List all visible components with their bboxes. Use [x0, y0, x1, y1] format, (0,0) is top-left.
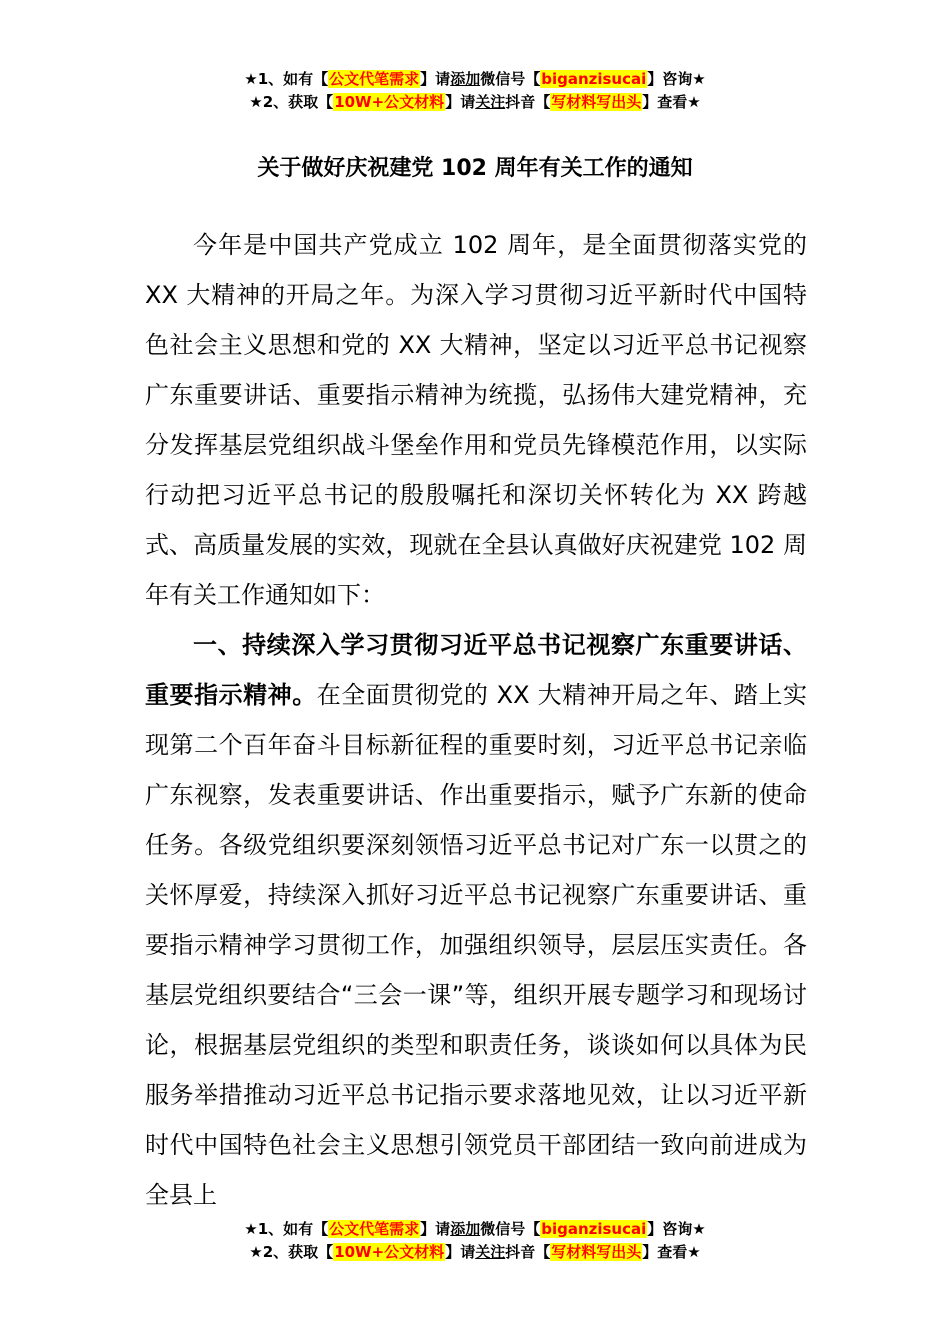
banner-line-2-mid2: 抖音【: [505, 93, 551, 111]
footer-banner-line-2: [0, 1241, 950, 1264]
footer-line-2-highlight-materials: 10W+公文材料: [334, 1243, 445, 1261]
footer-line-1-mid2: 微信号【: [480, 1220, 541, 1238]
banner-line-1-highlight-service: 公文代笔需求: [329, 70, 420, 88]
document-title: 关于做好庆祝建党 102 周年有关工作的通知: [257, 156, 693, 181]
banner-line-1-mid2: 微信号【: [480, 70, 541, 88]
footer-line-2-mid2: 抖音【: [505, 1243, 551, 1261]
footer-banner-line-1: [0, 1218, 950, 1241]
footer-line-2-underline: 关注: [475, 1243, 506, 1261]
footer-line-2-suffix: 】查看★: [642, 1243, 701, 1261]
banner-line-2-mid: 】请: [445, 93, 476, 111]
banner-line-1-suffix: 】咨询★: [647, 70, 706, 88]
banner-line-1-underline: 添加: [450, 70, 481, 88]
banner-line-2-suffix: 】查看★: [642, 93, 701, 111]
footer-line-1-prefix: ★1、如有【: [244, 1220, 329, 1238]
footer-line-2-prefix: ★2、获取【: [249, 1243, 334, 1261]
intro-paragraph: 今年是中国共产党成立 102 周年，是全面贯彻落实党的 XX 大精神的开局之年。为深入学习贯彻习近平新时代中国特色社会主义思想和党的 XX 大精神，坚定以习近平总书记视察广东重要讲话、重要指示精神为统揽，弘扬伟大建党精神，充分发挥基层党组织战斗堡垒作用和党员先锋模范作用，以实际行动把习近平总书记的殷殷嘱托和深切关怀转化为 XX 跨越式、高质量发展的实效，现就在全县认真做好庆祝建党 102 周年有关工作通知如下：: [145, 231, 807, 609]
banner-line-2-prefix: ★2、获取【: [249, 93, 334, 111]
section-1-text: 在全面贯彻党的 XX 大精神开局之年、踏上实现第二个百年奋斗目标新征程的重要时刻，习近平总书记亲临广东视察，发表重要讲话、作出重要指示，赋予广东新的使命任务。各级党组织要深刻领悟习近平总书记对广东一以贯之的关怀厚爱，持续深入抓好习近平总书记视察广东重要讲话、重要指示精神学习贯彻工作，加强组织领导，层层压实责任。各基层党组织要结合“三会一课”等，组织开展专题学习和现场讨论，根据基层党组织的类型和职责任务，谈谈如何以具体为民服务举措推动习近平总书记指示要求落地见效，让以习近平新时代中国特色社会主义思想引领党员干部团结一致向前进成为全县上: [145, 681, 808, 1209]
section-1-paragraph: [145, 620, 807, 1220]
document-body: [145, 220, 807, 1220]
footer-line-1-highlight-service: 公文代笔需求: [329, 1220, 420, 1238]
footer-line-2-mid: 】请: [445, 1243, 476, 1261]
footer-line-1-underline: 添加: [450, 1220, 481, 1238]
section-1-heading: 一、持续深入学习贯彻习近平总书记视察广东重要讲话、重要指示精神。: [145, 631, 807, 709]
footer-banner: [0, 1218, 950, 1264]
banner-line-2-underline: 关注: [475, 93, 506, 111]
footer-line-2-highlight-douyin: 写材料写出头: [551, 1243, 642, 1261]
banner-line-2-highlight-materials: 10W+公文材料: [334, 93, 445, 111]
header-banner: [0, 68, 950, 114]
banner-line-2: [0, 91, 950, 114]
footer-line-1-suffix: 】咨询★: [647, 1220, 706, 1238]
footer-line-1-highlight-wechat: biganzisucai: [541, 1220, 647, 1238]
banner-line-2-highlight-douyin: 写材料写出头: [551, 93, 642, 111]
banner-line-1-mid: 】请: [420, 70, 451, 88]
banner-line-1-highlight-wechat: biganzisucai: [541, 70, 647, 88]
banner-line-1: [0, 68, 950, 91]
footer-line-1-mid: 】请: [420, 1220, 451, 1238]
banner-line-1-prefix: ★1、如有【: [244, 70, 329, 88]
